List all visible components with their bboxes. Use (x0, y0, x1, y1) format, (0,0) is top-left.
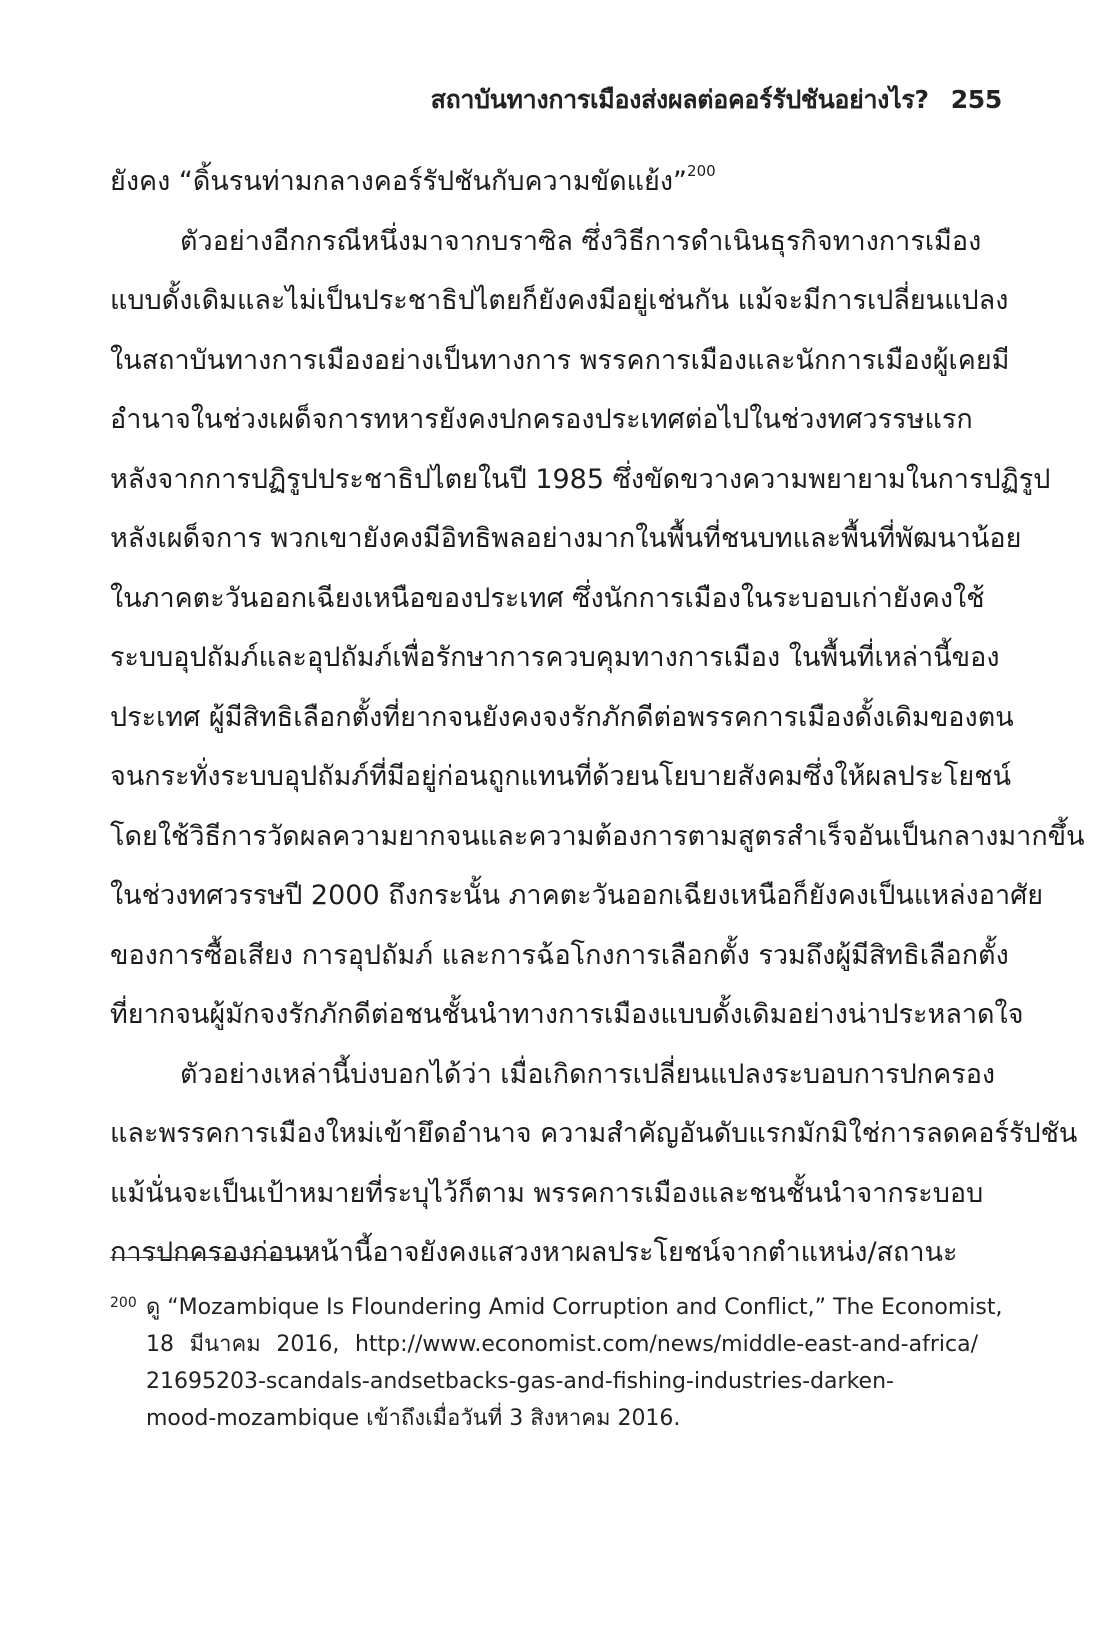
text-line: จนกระทั่งระบบอุปถัมภ์ที่มีอยู่ก่อนถูกแทนที่ด้วยนโยบายสังคมซึ่งให้ผลประโยชน์ (110, 761, 1012, 792)
text-line: ในช่วงทศวรรษปี 2000 ถึงกระนั้น ภาคตะวันออกเฉียงเหนือก็ยังคงเป็นแหล่งอาศัย (110, 880, 1044, 911)
text-line: ระบบอุปถัมภ์และอุปถัมภ์เพื่อรักษาการควบคุมทางการเมือง ในพื้นที่เหล่านี้ของ (110, 642, 1000, 673)
text-line: หลังจากการปฏิรูปประชาธิปไตยในปี 1985 ซึ่งขัดขวางความพยายามในการปฏิรูป (110, 463, 1051, 495)
footnote-line: mood-mozambique เข้าถึงเมื่อวันที่ 3 สิงหาคม 2016. (146, 1406, 681, 1431)
footnote-line: 18 มีนาคม 2016, http://www.economist.com/news/middle-east-and-africa/ (146, 1332, 978, 1357)
text-line: ในสถาบันทางการเมืองอย่างเป็นทางการ พรรคการเมืองและนักการเมืองผู้เคยมี (110, 344, 1010, 376)
text-line: แบบดั้งเดิมและไม่เป็นประชาธิปไตยก็ยังคงมีอยู่เช่นกัน แม้จะมีการเปลี่ยนแปลง (110, 285, 1009, 316)
footnote-body (146, 1289, 1003, 1437)
text-line (110, 152, 978, 212)
footnote-divider (110, 1257, 314, 1258)
footnote-number: 200 (110, 1295, 137, 1311)
text-line: และพรรคการเมืองใหม่เข้ายึดอำนาจ ความสำคัญอันดับแรกมักมิใช่การลดคอร์รัปชัน (110, 1118, 1078, 1149)
page-number: 255 (950, 85, 1002, 114)
text-line: ประเทศ ผู้มีสิทธิเลือกตั้งที่ยากจนยังคงจงรักภักดีต่อพรรคการเมืองดั้งเดิมของตน (110, 701, 1014, 733)
text-line-content: ยังคง “ดิ้นรนท่ามกลางคอร์รัปชันกับความขัดแย้ง” (110, 166, 688, 197)
text-line: ของการซื้อเสียง การอุปถัมภ์ และการฉ้อโกงการเลือกตั้ง รวมถึงผู้มีสิทธิเลือกตั้ง (110, 939, 1009, 971)
text-line: หลังเผด็จการ พวกเขายังคงมีอิทธิพลอย่างมากในพื้นที่ชนบทและพื้นที่พัฒนาน้อย (110, 523, 1022, 554)
text-line: การปกครองก่อนหน้านี้อาจยังคงแสวงหาผลประโยชน์จากตำแหน่ง/สถานะ (110, 1237, 958, 1268)
chapter-title: สถาบันทางการเมืองส่งผลต่อคอร์รัปชันอย่างไร? (430, 85, 929, 114)
text-line: แม้นั่นจะเป็นเป้าหมายที่ระบุไว้ก็ตาม พรรคการเมืองและชนชั้นนำจากระบอบ (110, 1177, 984, 1209)
footnote-line: 21695203-scandals-andsetbacks-gas-and-fishing-industries-darken- (146, 1369, 894, 1394)
text-line: ตัวอย่างเหล่านี้บ่งบอกได้ว่า เมื่อเกิดการเปลี่ยนแปลงระบอบการปกครอง (180, 1058, 996, 1090)
footnote-line: ดู “Mozambique Is Floundering Amid Corruption and Conflict,” The Economist, (146, 1295, 1003, 1320)
text-line: ที่ยากจนผู้มักจงรักภักดีต่อชนชั้นนำทางการเมืองแบบดั้งเดิมอย่างน่าประหลาดใจ (110, 999, 1024, 1030)
footnote-ref[interactable]: 200 (687, 162, 716, 180)
text-line: โดยใช้วิธีการวัดผลความยากจนและความต้องการตามสูตรสำเร็จอันเป็นกลางมากขึ้น (110, 820, 1085, 852)
body-text (110, 152, 1085, 1283)
text-line: ในภาคตะวันออกเฉียงเหนือของประเทศ ซึ่งนักการเมืองในระบอบเก่ายังคงใช้ (110, 582, 985, 614)
running-header (431, 80, 1002, 120)
text-line: ตัวอย่างอีกกรณีหนึ่งมาจากบราซิล ซึ่งวิธีการดำเนินธุรกิจทางการเมือง (180, 225, 982, 257)
footnote (110, 1289, 1003, 1437)
text-line: อำนาจในช่วงเผด็จการทหารยังคงปกครองประเทศต่อไปในช่วงทศวรรษแรก (110, 404, 973, 435)
